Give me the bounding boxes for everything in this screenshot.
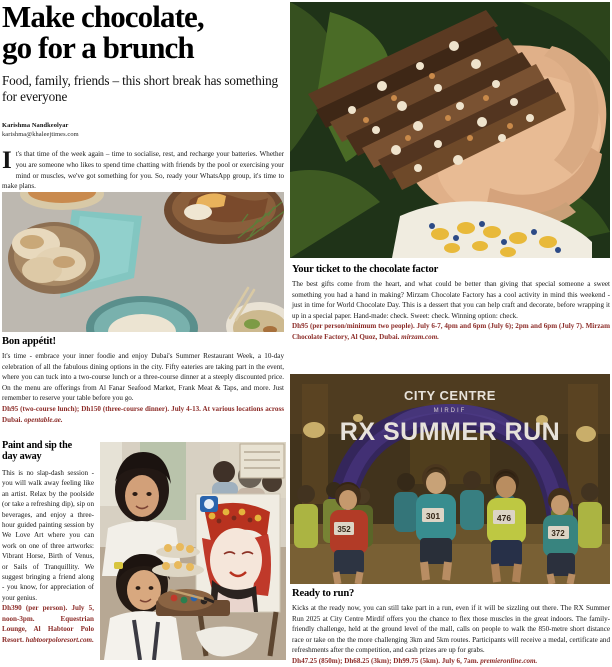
section-bon-appetit: [2, 336, 284, 425]
bib-number-4: 372: [551, 529, 565, 538]
ready-to-run-body: Kicks at the ready now, you can still take part in a run, even if it will be sizzling out there. The RX Summer Run 2025 at City Centre Mirdif offers you the chance to flex those muscles in the great indoors. The family-friendly challenge, held at the ground level of the mall, calls on people to walk the 850-metre short distance race or take on the the more challenging 3km and 5km routes. Participants will receive a medal, certificate and refreshments after the competition, and cash prizes are up for grabs.: [292, 603, 610, 655]
paint-heading-line-2: day away: [2, 451, 42, 463]
chocolate-details-text: Dh95 (per person/minimum two people). July 6-7, 4pm and 6pm (July 6); 2pm and 6pm (July 7). Mirzam Chocolate Factory, Al Quoz, Dubai.: [292, 322, 610, 342]
intro-paragraph: [2, 149, 284, 192]
drop-cap: I: [2, 147, 12, 175]
paint-details-text: Dh390 (per person). July 5, noon-3pm. Equestrian Lounge, Al Habtoor Polo Resort.: [2, 604, 94, 644]
intro-text: t's that time of the week again – time to socialise, rest, and recharge your batteries. Whether you are someone who likes to spend time chatting with friends by the pool or exercising your mind or muscles, we've got something for you. So, ready your WhatsApp group, it's time to make plans.: [2, 150, 284, 191]
arch-title-text: RX SUMMER RUN: [339, 418, 561, 446]
bon-appetit-details-text: Dh95 (two-course lunch); Dh150 (three-course dinner). July 4-13. At various locations across Dubai.: [2, 405, 284, 424]
bon-appetit-body: It's time - embrace your inner foodie and enjoy Dubai's Summer Restaurant Week, a 10-day celebration of all the fabulous dining options in the city. Fifty eateries are taking part in the event, where you can tuck into a two-course lunch or a three-course dinner at a steeply discounted price. On the menu are offerings from Al Fanar Seafood Market, Frank Meat & Taps, and more. Just remember to reserve your table before you go.: [2, 351, 284, 403]
byline: [2, 122, 286, 140]
ready-to-run-details: [292, 656, 610, 667]
left-column: [0, 0, 286, 662]
section-ready-to-run: [290, 588, 612, 667]
byline-email[interactable]: karishma@khaleejtimes.com: [2, 131, 79, 139]
chocolate-body: The best gifts come from the heart, and what could be better than giving that special someone a sweet something you had a hand in making? Mirzam Chocolate Factory has a cool activity in mind this weekend - just in time for World Chocolate Day. This is a dessert that you can help craft and decorate, before wrapping it up in a special paper. Hand-made: check. Sweet: check. Winning option: check.: [292, 279, 610, 320]
painting-session-image: [100, 442, 286, 660]
ready-to-run-heading: Ready to run?: [292, 588, 355, 599]
paint-heading-line-1: Paint and sip the: [2, 440, 72, 451]
section-paint-and-sip: [2, 440, 94, 645]
standfirst: Food, family, friends – this short break has something for everyone: [2, 73, 279, 105]
ready-to-run-details-text: Dh47.25 (850m); Dh68.25 (3km); Dh99.75 (5km). July 6, 7am.: [292, 657, 479, 666]
bib-number-2: 301: [425, 511, 441, 521]
bon-appetit-details: [2, 404, 284, 425]
paint-and-sip-heading: [2, 440, 94, 463]
byline-author: Karishma Nandkeolyar: [2, 121, 69, 129]
food-spread-photo: [2, 192, 284, 332]
painting-session-photo: [100, 442, 286, 660]
section-chocolate: [290, 264, 612, 343]
paint-link[interactable]: habtoorpoloresort.com.: [25, 635, 94, 644]
chocolate-details: [292, 321, 610, 342]
right-column: [288, 0, 612, 666]
bib-number-1: 352: [337, 525, 351, 534]
chocolate-bark-photo: [290, 2, 610, 258]
bib-number-3: 476: [496, 513, 512, 523]
chocolate-heading: Your ticket to the chocolate factor: [292, 264, 439, 275]
chocolate-bark-image: [290, 2, 610, 258]
arch-brand-text: CITY CENTRE: [404, 388, 496, 403]
food-spread-image: [2, 192, 284, 332]
summer-run-image: [290, 374, 610, 584]
summer-run-photo: [290, 374, 610, 584]
chocolate-link[interactable]: mirzam.com.: [401, 333, 440, 342]
bon-appetit-heading: Bon appétit!: [2, 336, 56, 347]
bon-appetit-link[interactable]: opentable.ae.: [24, 415, 63, 424]
arch-brand-sub-text: MIRDIF: [433, 408, 467, 414]
ready-to-run-link[interactable]: premieronline.com.: [480, 657, 538, 666]
headline-line-2: go for a brunch: [2, 29, 194, 65]
headline-line-1: Make chocolate,: [2, 0, 204, 34]
paint-and-sip-body: This is no slap-dash session - you will walk away feeling like an artist. Relax by the poolside (or take a refreshing dip), sip on beverages, and enjoy a three-hour guided painting session by We Love Art where you can work on one of three artworks: Vibrant Horse, Birth of Venus, or Sails of Tranquillity. We suggest bringing a friend along - you know, for appreciation of your genius.: [2, 468, 94, 602]
page-title: [0, 2, 286, 63]
paint-and-sip-details: [2, 603, 94, 645]
